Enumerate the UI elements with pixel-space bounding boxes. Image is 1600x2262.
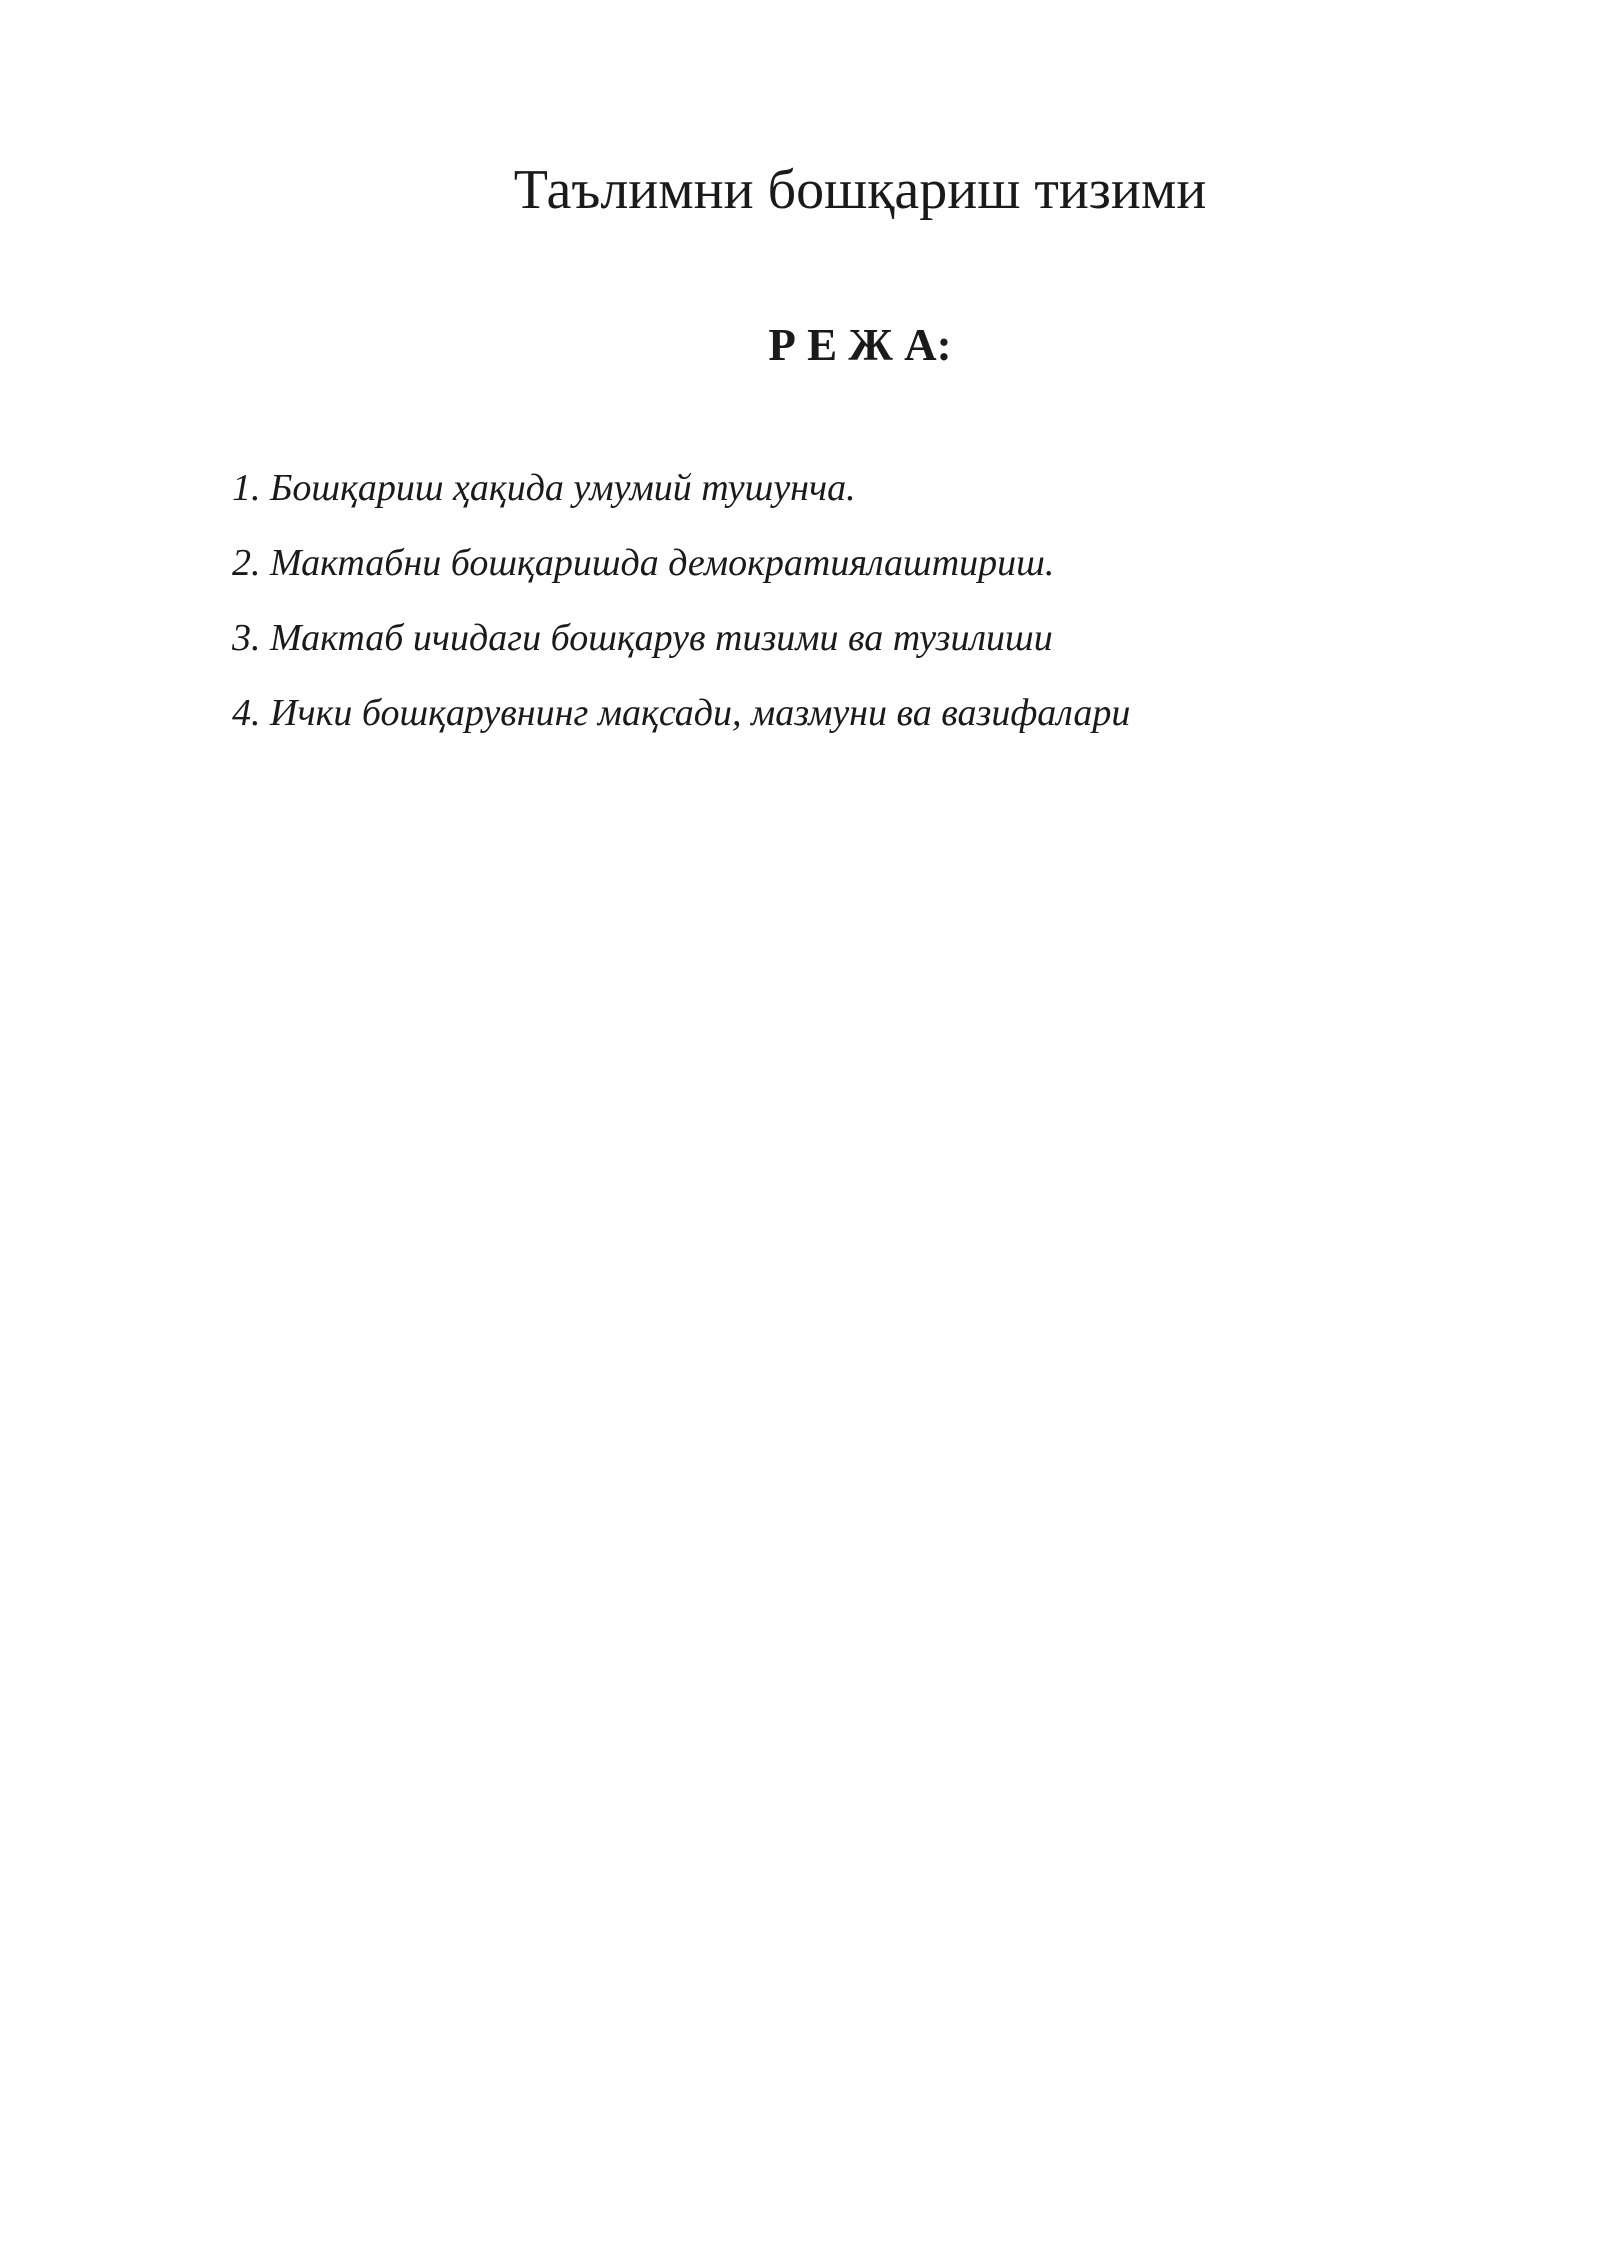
plan-item-3: 3. Мактаб ичидаги бошқарув тизими ва тузилиши — [232, 617, 1053, 659]
plan-item-2: 2. Мактабни бошқаришда демократиялаштириш. — [232, 542, 1055, 584]
plan-list — [232, 462, 1432, 762]
plan-item-4: 4. Ички бошқарувнинг мақсади, мазмуни ва вазифалари — [232, 692, 1131, 734]
plan-item-1: 1. Бошқариш ҳақида умумий тушунча. — [232, 467, 856, 509]
page-title: Таълимни бошқариш тизими — [513, 159, 1207, 221]
plan-heading: Р Е Ж А: — [768, 320, 952, 370]
